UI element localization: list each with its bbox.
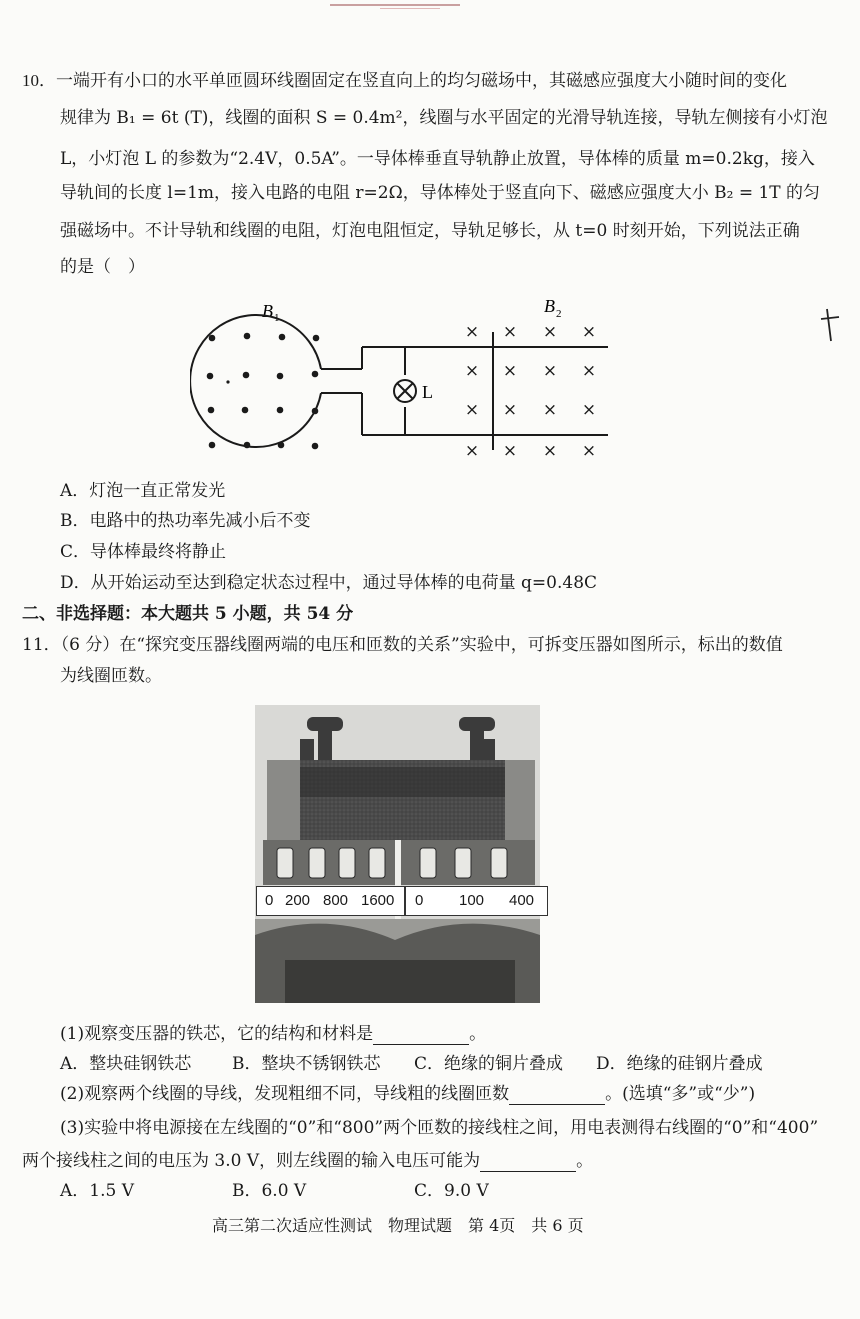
q11-sub3-line-1: (3)实验中将电源接在左线圈的“0”和“800”两个匝数的接线柱之间，用电表测得右线圈的“0”和“400”: [60, 1118, 819, 1138]
q10-option-a: A．灯泡一直正常发光: [60, 481, 226, 501]
svg-text:×: ×: [581, 441, 597, 461]
q11-sub1-option-a: A．整块硅钢铁芯: [60, 1054, 192, 1074]
q11-sub1-option-c: C．绝缘的铜片叠成: [414, 1054, 564, 1074]
turns-label-right-100: 100: [459, 892, 485, 909]
svg-text:×: ×: [542, 361, 558, 381]
q11-sub1-option-d: D．绝缘的硅钢片叠成: [596, 1054, 763, 1074]
turns-label-strip: [256, 886, 548, 916]
handwritten-mark: [815, 305, 845, 345]
q11-sub3-end: 。: [576, 1151, 594, 1171]
q11-sub3-option-a: A．1.5 V: [60, 1181, 134, 1201]
svg-text:×: ×: [542, 441, 558, 461]
q11-line-1: 11．（6 分）在“探究变压器线圈两端的电压和匝数的关系”实验中，可拆变压器如图所示，标出的数值: [22, 635, 783, 655]
b1-subscript: 1: [274, 312, 280, 324]
q11-sub3-text: 两个接线柱之间的电压为 3.0 V，则左线圈的输入电压可能为: [22, 1151, 481, 1171]
q11-sub3-option-b: B．6.0 V: [232, 1181, 307, 1201]
transformer-photo: [255, 705, 540, 1003]
svg-text:×: ×: [502, 441, 518, 461]
b1-label: B: [262, 301, 273, 321]
q11-sub2-end: 。(选填“多”或“少”): [605, 1084, 756, 1104]
turns-label-left-0: 0: [265, 892, 274, 909]
svg-text:×: ×: [464, 400, 480, 420]
svg-text:×: ×: [542, 400, 558, 420]
q11-sub2-text: (2)观察两个线圈的导线，发现粗细不同，导线粗的线圈匝数: [60, 1084, 510, 1104]
svg-text:×: ×: [502, 322, 518, 342]
top-ink-mark-2: [380, 8, 440, 9]
svg-text:×: ×: [581, 322, 597, 342]
q10-option-c: C．导体棒最终将静止: [60, 542, 227, 562]
svg-text:×: ×: [502, 400, 518, 420]
ring-coil: [190, 315, 362, 447]
q10-line-4: 导轨间的长度 l=1m，接入电路的电阻 r=2Ω，导体棒处于竖直向下、磁感应强度大小 B₂ = 1T 的匀: [60, 183, 821, 203]
q10-line-5: 强磁场中。不计导轨和线圈的电阻，灯泡电阻恒定，导轨足够长，从 t=0 时刻开始，下列说法正确: [60, 221, 800, 241]
section-heading: 二、非选择题：本大题共 5 小题，共 54 分: [22, 604, 354, 624]
b2-subscript: 2: [556, 308, 562, 320]
q10-line-6: 的是（ ）: [60, 257, 145, 277]
top-ink-mark: [330, 4, 460, 6]
q11-sub2-blank[interactable]: [509, 1086, 605, 1105]
svg-text:×: ×: [581, 361, 597, 381]
q11-sub1: [60, 1023, 486, 1045]
q11-line-2: 为线圈匝数。: [60, 666, 162, 686]
lamp-symbol: [394, 380, 416, 402]
q11-sub3-line-2: [22, 1150, 593, 1172]
q10-option-b: B．电路中的热功率先减小后不变: [60, 511, 311, 531]
turns-label-left-800: 800: [323, 892, 349, 909]
q10-line-3: L，小灯泡 L 的参数为“2.4V，0.5A”。一导体棒垂直导轨静止放置，导体棒的质量 m=0.2kg，接入: [60, 149, 815, 169]
q10-line-2: 规律为 B₁ = 6t (T)，线圈的面积 S = 0.4m²，线圈与水平固定的光滑导轨连接，导轨左侧接有小灯泡: [60, 108, 828, 128]
q10-option-d: D．从开始运动至达到稳定状态过程中，通过导体棒的电荷量 q=0.48C: [60, 573, 598, 593]
svg-text:×: ×: [464, 441, 480, 461]
svg-text:×: ×: [464, 322, 480, 342]
q10-line-1: 10．一端开有小口的水平单匝圆环线圈固定在竖直向上的均匀磁场中，其磁感应强度大小随时间的变化: [22, 71, 787, 90]
turns-label-right-400: 400: [509, 892, 535, 909]
q11-sub3-blank[interactable]: [480, 1153, 576, 1172]
turns-label-left-200: 200: [285, 892, 311, 909]
q11-sub1-text: (1)观察变压器的铁芯，它的结构和材料是: [60, 1024, 374, 1044]
q11-sub1-end: 。: [469, 1024, 487, 1044]
turns-label-right-0: 0: [415, 892, 424, 909]
circuit-diagram: [190, 290, 630, 470]
svg-text:×: ×: [502, 361, 518, 381]
b2-label: B: [544, 296, 555, 316]
page-footer: 高三第二次适应性测试 物理试题 第 4页 共 6 页: [212, 1216, 584, 1235]
lamp-label: L: [422, 382, 433, 402]
q11-sub2: [60, 1083, 755, 1105]
turns-label-left-1600: 1600: [361, 892, 395, 909]
svg-text:×: ×: [464, 361, 480, 381]
q11-sub1-option-b: B．整块不锈钢铁芯: [232, 1054, 381, 1074]
b2-field-crosses: [465, 322, 596, 461]
b1-field-dots: [207, 333, 320, 450]
svg-text:×: ×: [542, 322, 558, 342]
q11-sub3-option-c: C．9.0 V: [414, 1181, 489, 1201]
svg-text:×: ×: [581, 400, 597, 420]
q11-sub1-blank[interactable]: [373, 1026, 469, 1045]
